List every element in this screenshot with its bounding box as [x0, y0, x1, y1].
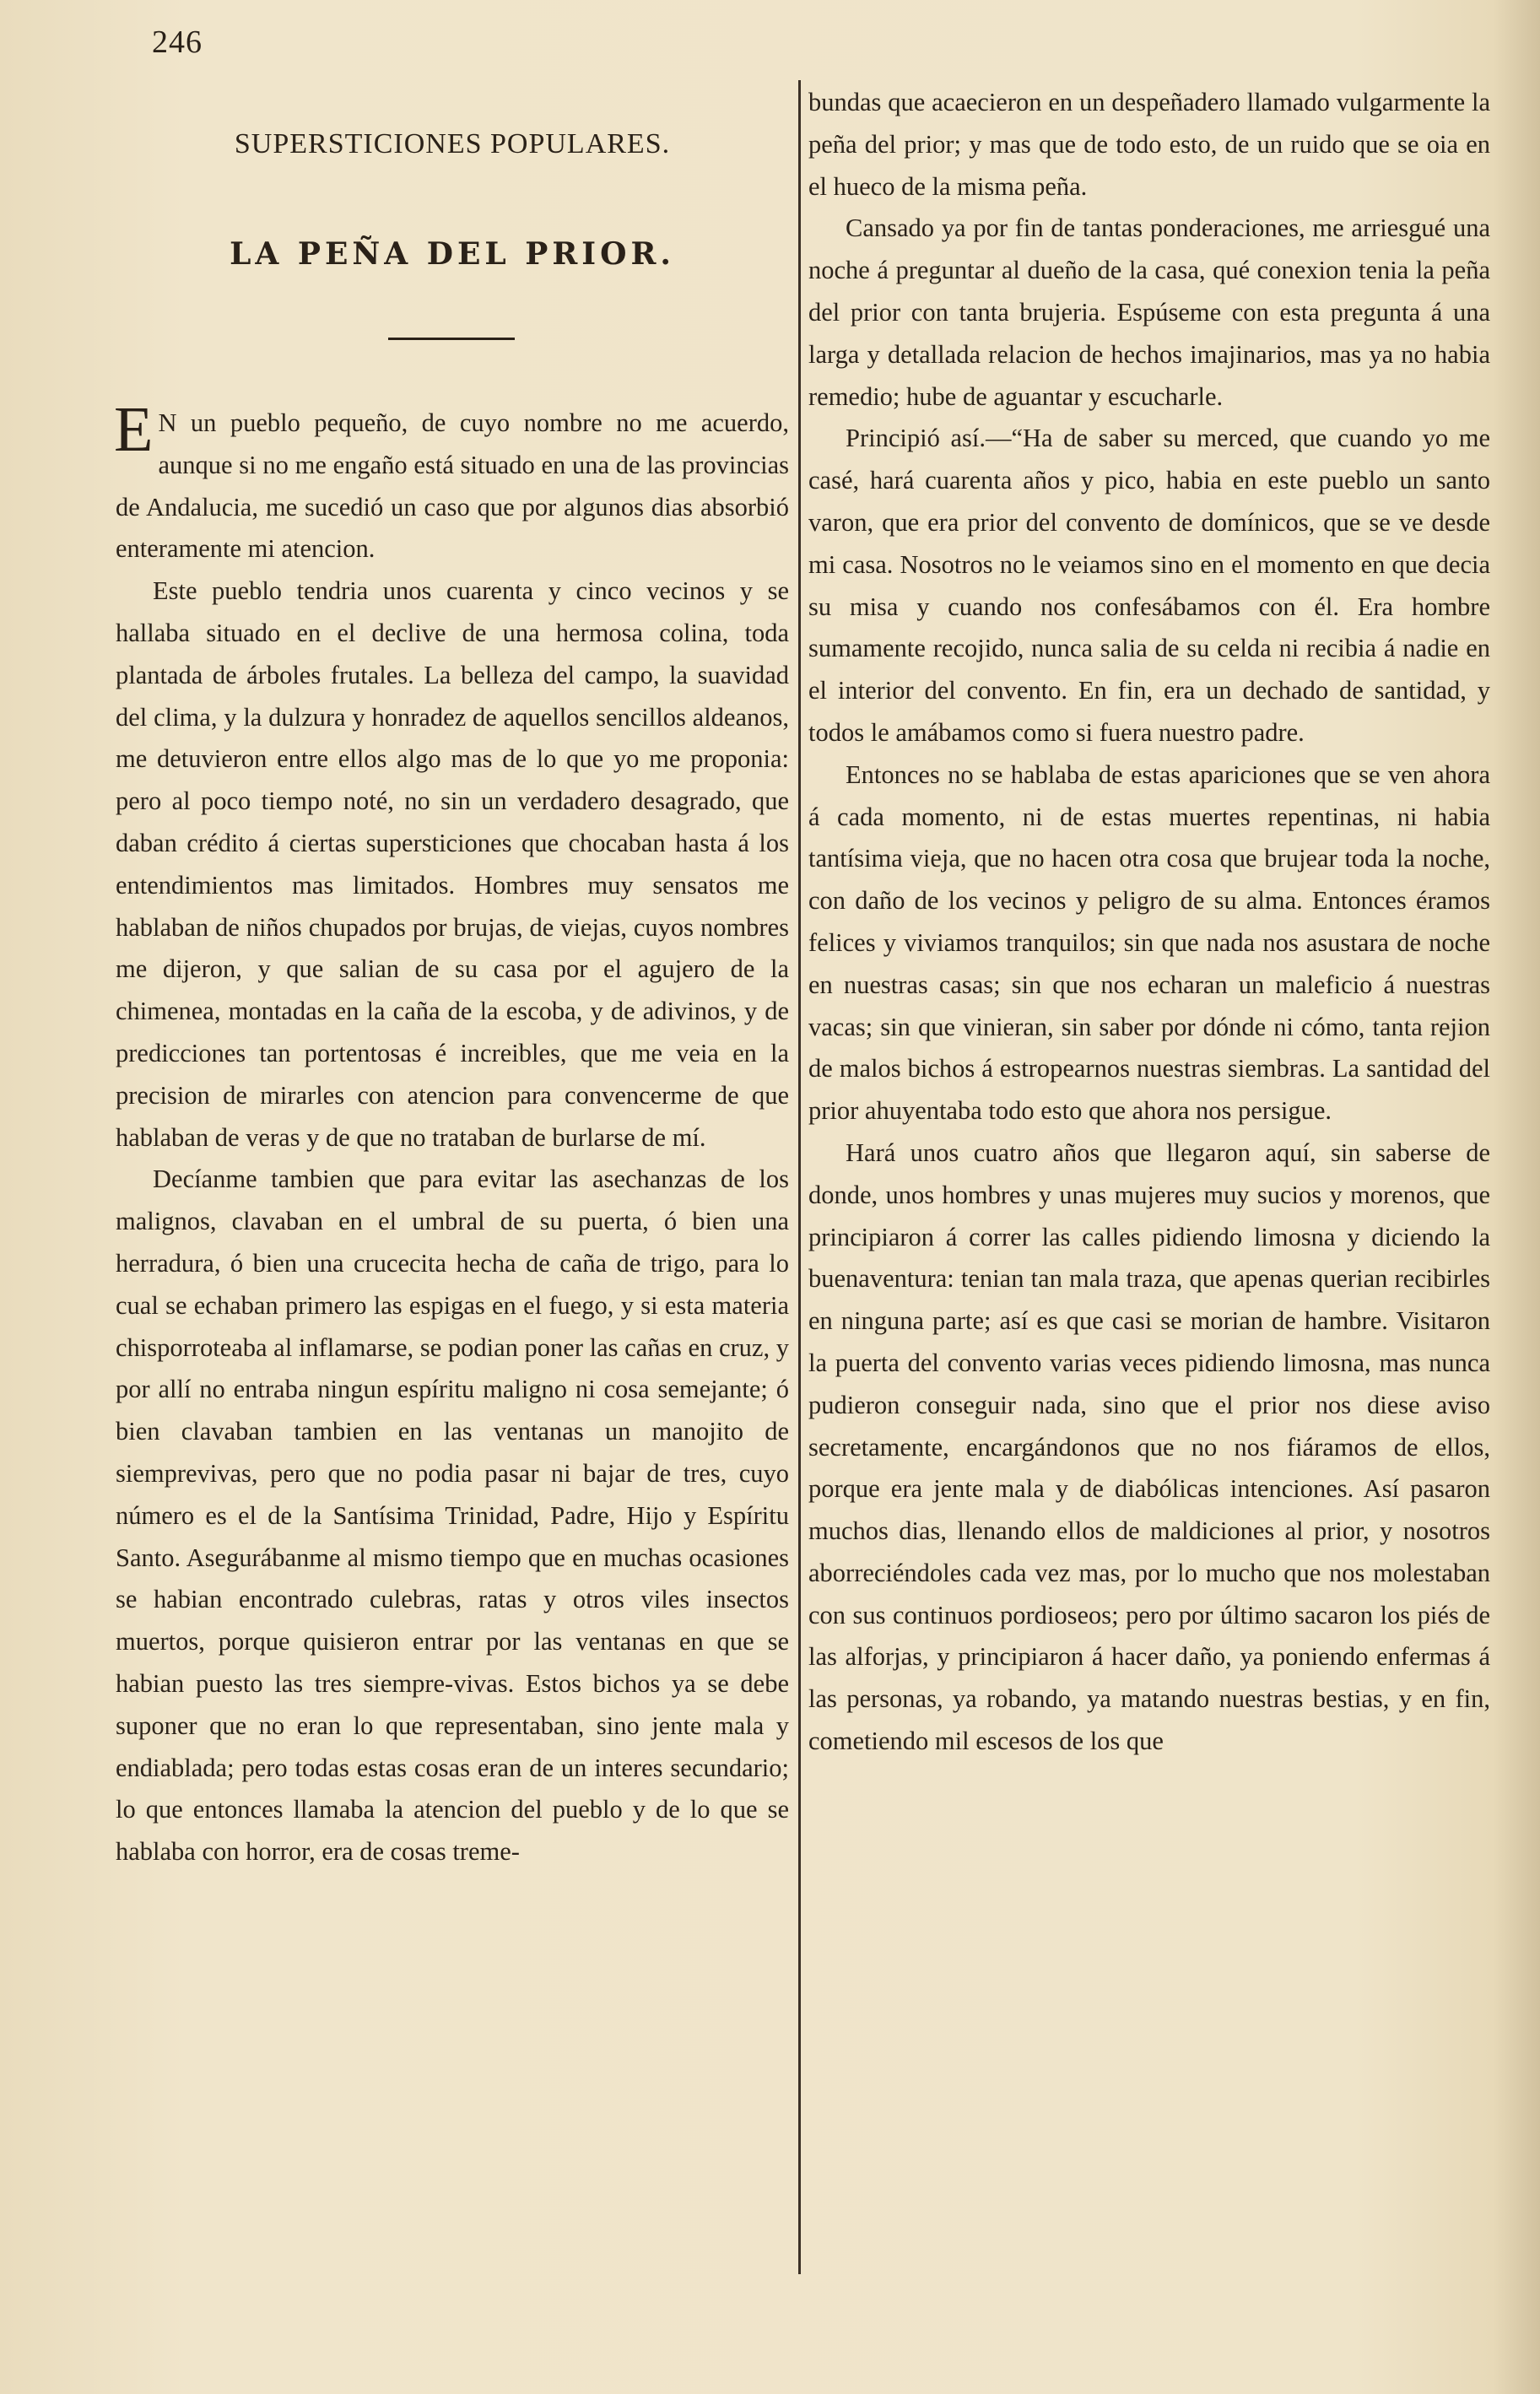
- page-edge-shadow: [1494, 0, 1540, 2394]
- paragraph: Cansado ya por fin de tantas ponderaciones, me arriesgué una noche á preguntar al dueño de la casa, qué conexion tenia la peña del prior con tanta brujeria. Espúseme con esta pregunta á una larga y detallada relacion de hechos imajinarios, mas ya no habia remedio; hube de aguantar y escucharle.: [808, 213, 1490, 411]
- paragraph: Decíanme tambien que para evitar las asechanzas de los malignos, clavaban en el umbral de su puerta, ó bien una herradura, ó bien una crucecita hecha de caña de trigo, para lo cual se echaban primero las espigas en el fuego, y si esta materia chisporroteaba al inflamarse, se podian poner las cañas en cruz, y por allí no entraba ningun espíritu maligno ni cosa semejante; ó bien clavaban tambien en las ventanas un manojito de siemprevivas, pero que no podia pasar ni bajar de tres, cuyo número es el de la Santísima Trinidad, Padre, Hijo y Espíritu Santo. Asegurábanme al mismo tiempo que en muchas ocasiones se habian encontrado culebras, ratas y otros viles insectos muertos, porque quisieron entrar por las ventanas en que se habian puesto las tres siempre-vivas. Estos bichos ya se debe suponer que no eran lo que representaban, sino jente mala y endiablada; pero todas estas cosas eran de un interes secundario; lo que entonces llamaba la atencion del pueblo y de lo que se hablaba con horror, era de cosas treme-: [116, 1165, 789, 1867]
- right-column: [808, 82, 1490, 1763]
- first-word: N: [158, 408, 177, 437]
- paragraph: Este pueblo tendria unos cuarenta y cinco vecinos y se hallaba situado en el declive de una hermosa colina, toda plantada de árboles frutales. La belleza del campo, la suavidad del clima, y la dulzura y honradez de aquellos sencillos aldeanos, me detuvieron entre ellos algo mas de lo que yo me proponia: pero al poco tiempo noté, no sin un verdadero desagrado, que daban crédito á ciertas supersticiones que chocaban hasta á los entendimientos mas limitados. Hombres muy sensatos me hablaban de niños chupados por brujas, de viejas, cuyos nombres me dijeron, y que salian de su casa por el agujero de la chimenea, montadas en la caña de la escoba, y de adivinos, y de predicciones tan portentosas é increibles, que me veia en la precision de mirarles con atencion para convencerme de que hablaban de veras y de que no trataban de burlarse de mí.: [116, 576, 789, 1152]
- left-column: [114, 394, 789, 1873]
- article-title: LA PEÑA DEL PRIOR.: [230, 236, 675, 272]
- paragraph: [114, 394, 789, 570]
- paragraph: bundas que acaecieron en un despeñadero llamado vulgarmente la peña del prior; y mas que de todo esto, de un ruido que se oia en el hueco de la misma peña.: [808, 88, 1490, 201]
- drop-cap: E: [114, 394, 154, 465]
- column-divider: [798, 80, 801, 2274]
- paragraph: Principió así.—“Ha de saber su merced, que cuando yo me casé, hará cuarenta años y pico, habia en este pueblo un santo varon, que era prior del convento de domínicos, que se ve desde mi casa. Nosotros no le veiamos sino en el momento en que decia su misa y cuando nos confesábamos con él. Era hombre sumamente recojido, nunca salia de su celda ni recibia á nadie en el interior del convento. En fin, era un dechado de santidad, y todos le amábamos como si fuera nuestro padre.: [808, 424, 1490, 747]
- title-rule: [388, 338, 515, 340]
- paragraph-text: un pueblo pequeño, de cuyo nombre no me acuerdo, aunque si no me engaño está situado en una de las provincias de Andalucia, me sucedió un caso que por algunos dias absorbió enteramente mi atencion.: [116, 408, 789, 564]
- section-title: SUPERSTICIONES POPULARES.: [234, 128, 671, 159]
- paragraph: Hará unos cuatro años que llegaron aquí, sin saberse de donde, unos hombres y unas mujeres muy sucios y morenos, que principiaron á correr las calles pidiendo limosna y diciendo la buenaventura: tenian tan mala traza, que apenas querian recibirles en ninguna parte; así es que casi se morian de hambre. Visitaron la puerta del convento varias veces pidiendo limosna, mas nunca pudieron conseguir nada, sino que el prior nos diese aviso secretamente, encargándonos que no nos fiáramos de ellos, porque era jente mala y de diabólicas intenciones. Así pasaron muchos dias, llenando ellos de maldiciones al prior, y nosotros aborreciéndoles cada vez mas, por lo mucho que nos molestaban con sus continuos pordioseos; pero por último sacaron los piés de las alforjas, y principiaron á hacer daño, ya poniendo enfermas á las personas, ya robando, ya matando nuestras bestias, y en fin, cometiendo mil escesos de los que: [808, 1138, 1490, 1756]
- paragraph: Entonces no se hablaba de estas apariciones que se ven ahora á cada momento, ni de estas muertes repentinas, ni habia tantísima vieja, que no hacen otra cosa que brujear toda la noche, con daño de los vecinos y peligro de su alma. Entonces éramos felices y viviamos tranquilos; sin que nada nos asustara de noche en nuestras casas; sin que nos echaran un maleficio á nuestras vacas; sin que vinieran, sin saber por dónde ni cómo, tanta rejion de malos bichos á estropearnos nuestras siembras. La santidad del prior ahuyentaba todo esto que ahora nos persigue.: [808, 759, 1490, 1126]
- page-number: 246: [152, 24, 203, 60]
